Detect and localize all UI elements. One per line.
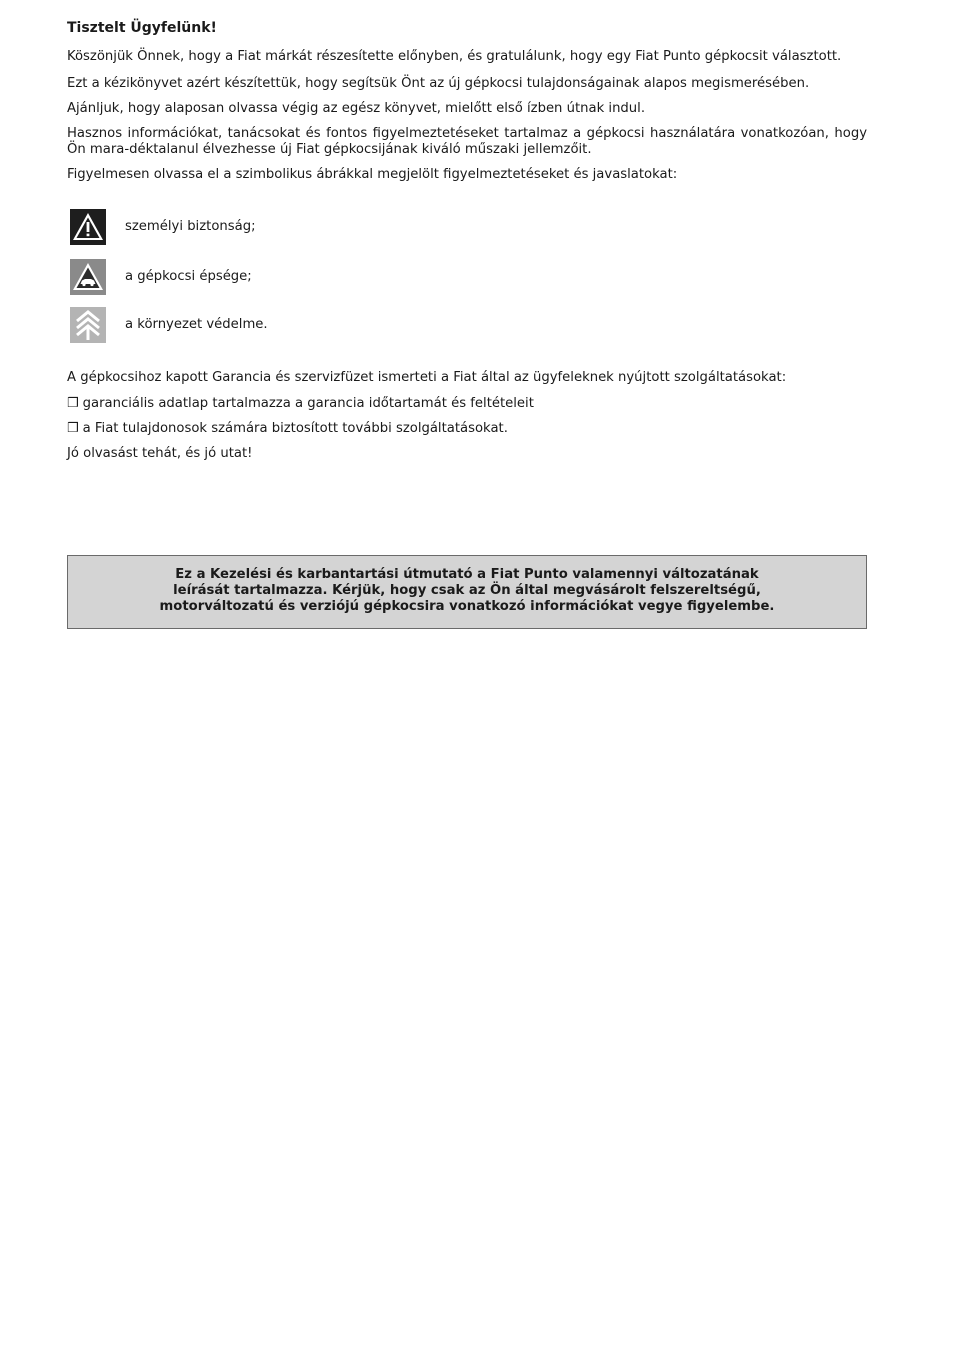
symbol-label-environment: a környezet védelme. [125,317,268,332]
tree-environment-icon [70,307,106,343]
intro-paragraph-1: Köszönjük Önnek, hogy a Fiat márkát részesítette előnyben, és gratulálunk, hogy egy Fiat Punto gépkocsit választott. [67,49,842,64]
symbol-label-vehicle-integrity: a gépkocsi épsége; [125,269,252,284]
intro-paragraph-2: Ezt a kézikönyvet azért készítettük, hogy segítsük Önt az új gépkocsi tulajdonságainak alapos megismerésében. [67,76,810,91]
intro-paragraph-5: Figyelmesen olvassa el a szimbolikus ábrákkal megjelölt figyelmeztetéseket és javaslatokat: [67,167,678,182]
intro-paragraph-3: Ajánljuk, hogy alaposan olvassa végig az egész könyvet, mielőtt első ízben útnak indul. [67,101,646,116]
warning-triangle-icon [70,209,106,245]
services-intro: A gépkocsihoz kapott Garancia és szervizfüzet ismerteti a Fiat által az ügyfeleknek nyújtott szolgáltatásokat: [67,370,787,385]
symbol-label-personal-safety: személyi biztonság; [125,219,256,234]
symbol-row-personal-safety [70,209,670,245]
closing-line: Jó olvasást tehát, és jó utat! [67,446,253,461]
bullet-checkbox-icon: ❒ [67,421,79,436]
notice-line: Ez a Kezelési és karbantartási útmutató a Fiat Punto valamennyi változatának [175,567,759,582]
bullet-item [67,421,508,437]
symbol-row-environment [70,307,670,343]
notice-box [67,555,867,629]
bullet-checkbox-icon: ❒ [67,396,79,411]
symbol-row-vehicle-integrity [70,259,670,295]
notice-text [68,567,866,615]
car-warning-icon [70,259,106,295]
greeting-heading: Tisztelt Ügyfelünk! [67,20,217,36]
notice-line: leírását tartalmazza. Kérjük, hogy csak az Ön által megvásárolt felszereltségű, [173,583,761,598]
bullet-item [67,396,534,412]
bullet-text: garanciális adatlap tartalmazza a garancia időtartamát és feltételeit [82,396,534,411]
intro-paragraph-4: Hasznos információkat, tanácsokat és fontos figyelmeztetéseket tartalmaz a gépkocsi használatára vonatkozóan, hogy Ön mara-déktalanul élvezhesse új Fiat gépkocsijának kiváló műszaki jellemzőit. [67,126,867,157]
notice-line: motorváltozatú és verziójú gépkocsira vonatkozó információkat vegye figyelembe. [159,599,775,614]
bullet-text: a Fiat tulajdonosok számára biztosított további szolgáltatásokat. [82,421,508,436]
